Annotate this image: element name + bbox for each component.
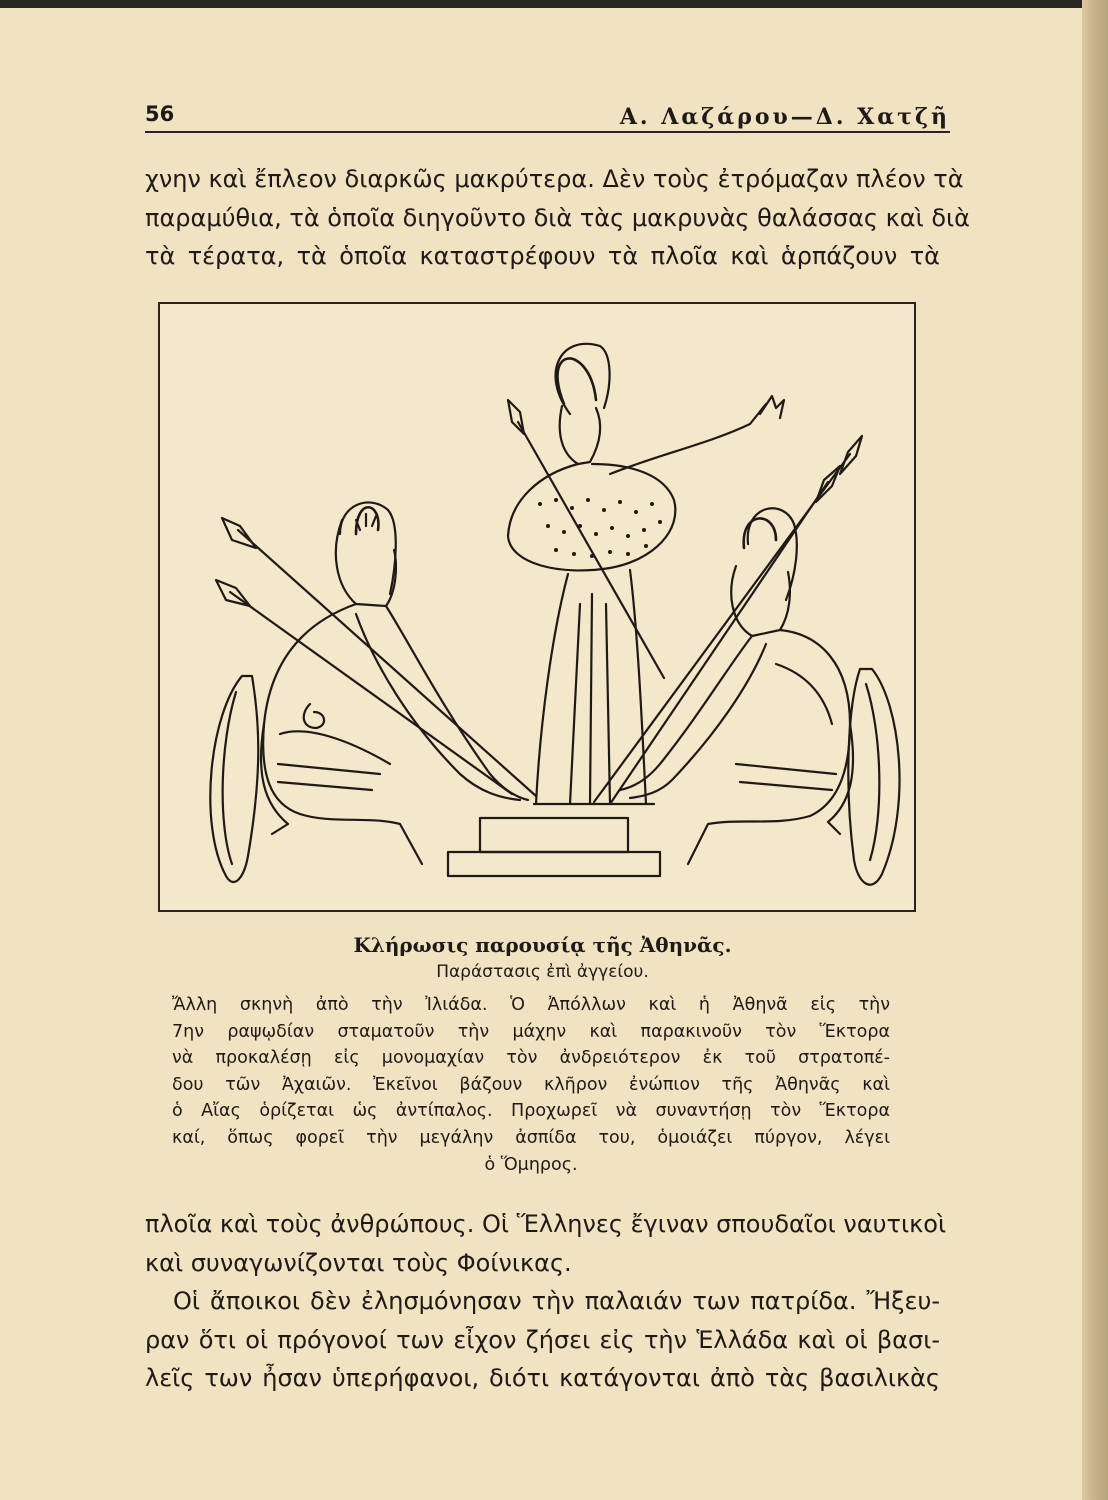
text-line: πλοῖα καὶ τοὺς ἀνθρώπους. Οἱ Ἕλληνες ἔγιναν σπουδαῖοι ναυτικοὶ: [145, 1210, 947, 1238]
bottom-paragraphs: [145, 1205, 947, 1398]
running-head: Α. Λαζάρου—Δ. Χατζῆ: [619, 104, 950, 130]
left-shield: [210, 676, 258, 882]
figure-caption-subtitle: Παράστασις ἐπὶ ἀγγείου.: [436, 962, 649, 982]
page-top-edge: [0, 0, 1108, 8]
caption-line: δου τῶν Ἀχαιῶν. Ἐκεῖνοι βάζουν κλῆρον ἐνώπιον τῆς Ἀθηνᾶς καὶ: [172, 1074, 890, 1095]
pedestal: [448, 818, 660, 876]
athena-figure: [508, 344, 784, 804]
page-right-edge: [1082, 0, 1108, 1500]
caption-line: ὁ Ὅμηρος.: [484, 1154, 578, 1175]
caption-line: καί, ὅπως φορεῖ τὴν μεγάλην ἀσπίδα του, ὁμοιάζει πύργον, λέγει: [172, 1127, 890, 1148]
page-header: [145, 100, 950, 140]
header-rule: [145, 131, 950, 133]
text-line: λεῖς των ἦσαν ὑπερήφανοι, διότι κατάγονται ἀπὸ τὰς βασιλικὰς: [145, 1364, 940, 1392]
text-line: Οἱ ἄποικοι δὲν ἐλησμόνησαν τὴν παλαιάν των πατρίδα. Ἤξευ-: [173, 1287, 940, 1315]
text-line: παραμύθια, τὰ ὁποῖα διηγοῦντο διὰ τὰς μακρυνὰς θαλάσσας καὶ διὰ: [145, 203, 970, 232]
caption-line: 7ην ραψῳδίαν σταματοῦν τὴν μάχην καὶ παρακινοῦν τὸν Ἕκτορα: [172, 1021, 890, 1042]
top-paragraph: [145, 160, 970, 276]
text-line: χνην καὶ ἔπλεον διαρκῶς μακρύτερα. Δὲν τοὺς ἐτρόμαζαν πλέον τὰ: [145, 165, 964, 193]
athena-spear: [508, 400, 664, 678]
figure-caption-title: Κλήρωσις παρουσίᾳ τῆς Ἀθηνᾶς.: [353, 933, 732, 957]
caption-line: Ἄλλη σκηνὴ ἀπὸ τὴν Ἰλιάδα. Ὁ Ἀπόλλων καὶ ἡ Ἀθηνᾶ εἰς τὴν: [172, 995, 890, 1015]
caption-line: νὰ προκαλέσῃ εἰς μονομαχίαν τὸν ἀνδρειότερον ἐκ τοῦ στρατοπέ-: [172, 1048, 890, 1069]
text-line: τὰ τέρατα, τὰ ὁποῖα καταστρέφουν τὰ πλοῖα καὶ ἁρπάζουν τὰ: [145, 242, 940, 270]
page-number: 56: [145, 102, 175, 126]
vase-illustration: [158, 302, 916, 912]
text-line: ραν ὅτι οἱ πρόγονοί των εἶχον ζήσει εἰς τὴν Ἑλλάδα καὶ οἱ βασι-: [145, 1325, 940, 1354]
figure-caption-body: [172, 992, 890, 1178]
text-line: καὶ συναγωνίζονται τοὺς Φοίνικας.: [145, 1248, 572, 1277]
caption-line: ὁ Αἴας ὁρίζεται ὡς ἀντίπαλος. Προχωρεῖ νὰ συναντήσῃ τὸν Ἕκτορα: [172, 1101, 890, 1122]
right-warrior: [620, 508, 853, 864]
right-shield: [848, 669, 899, 885]
left-warrior: [261, 502, 528, 864]
